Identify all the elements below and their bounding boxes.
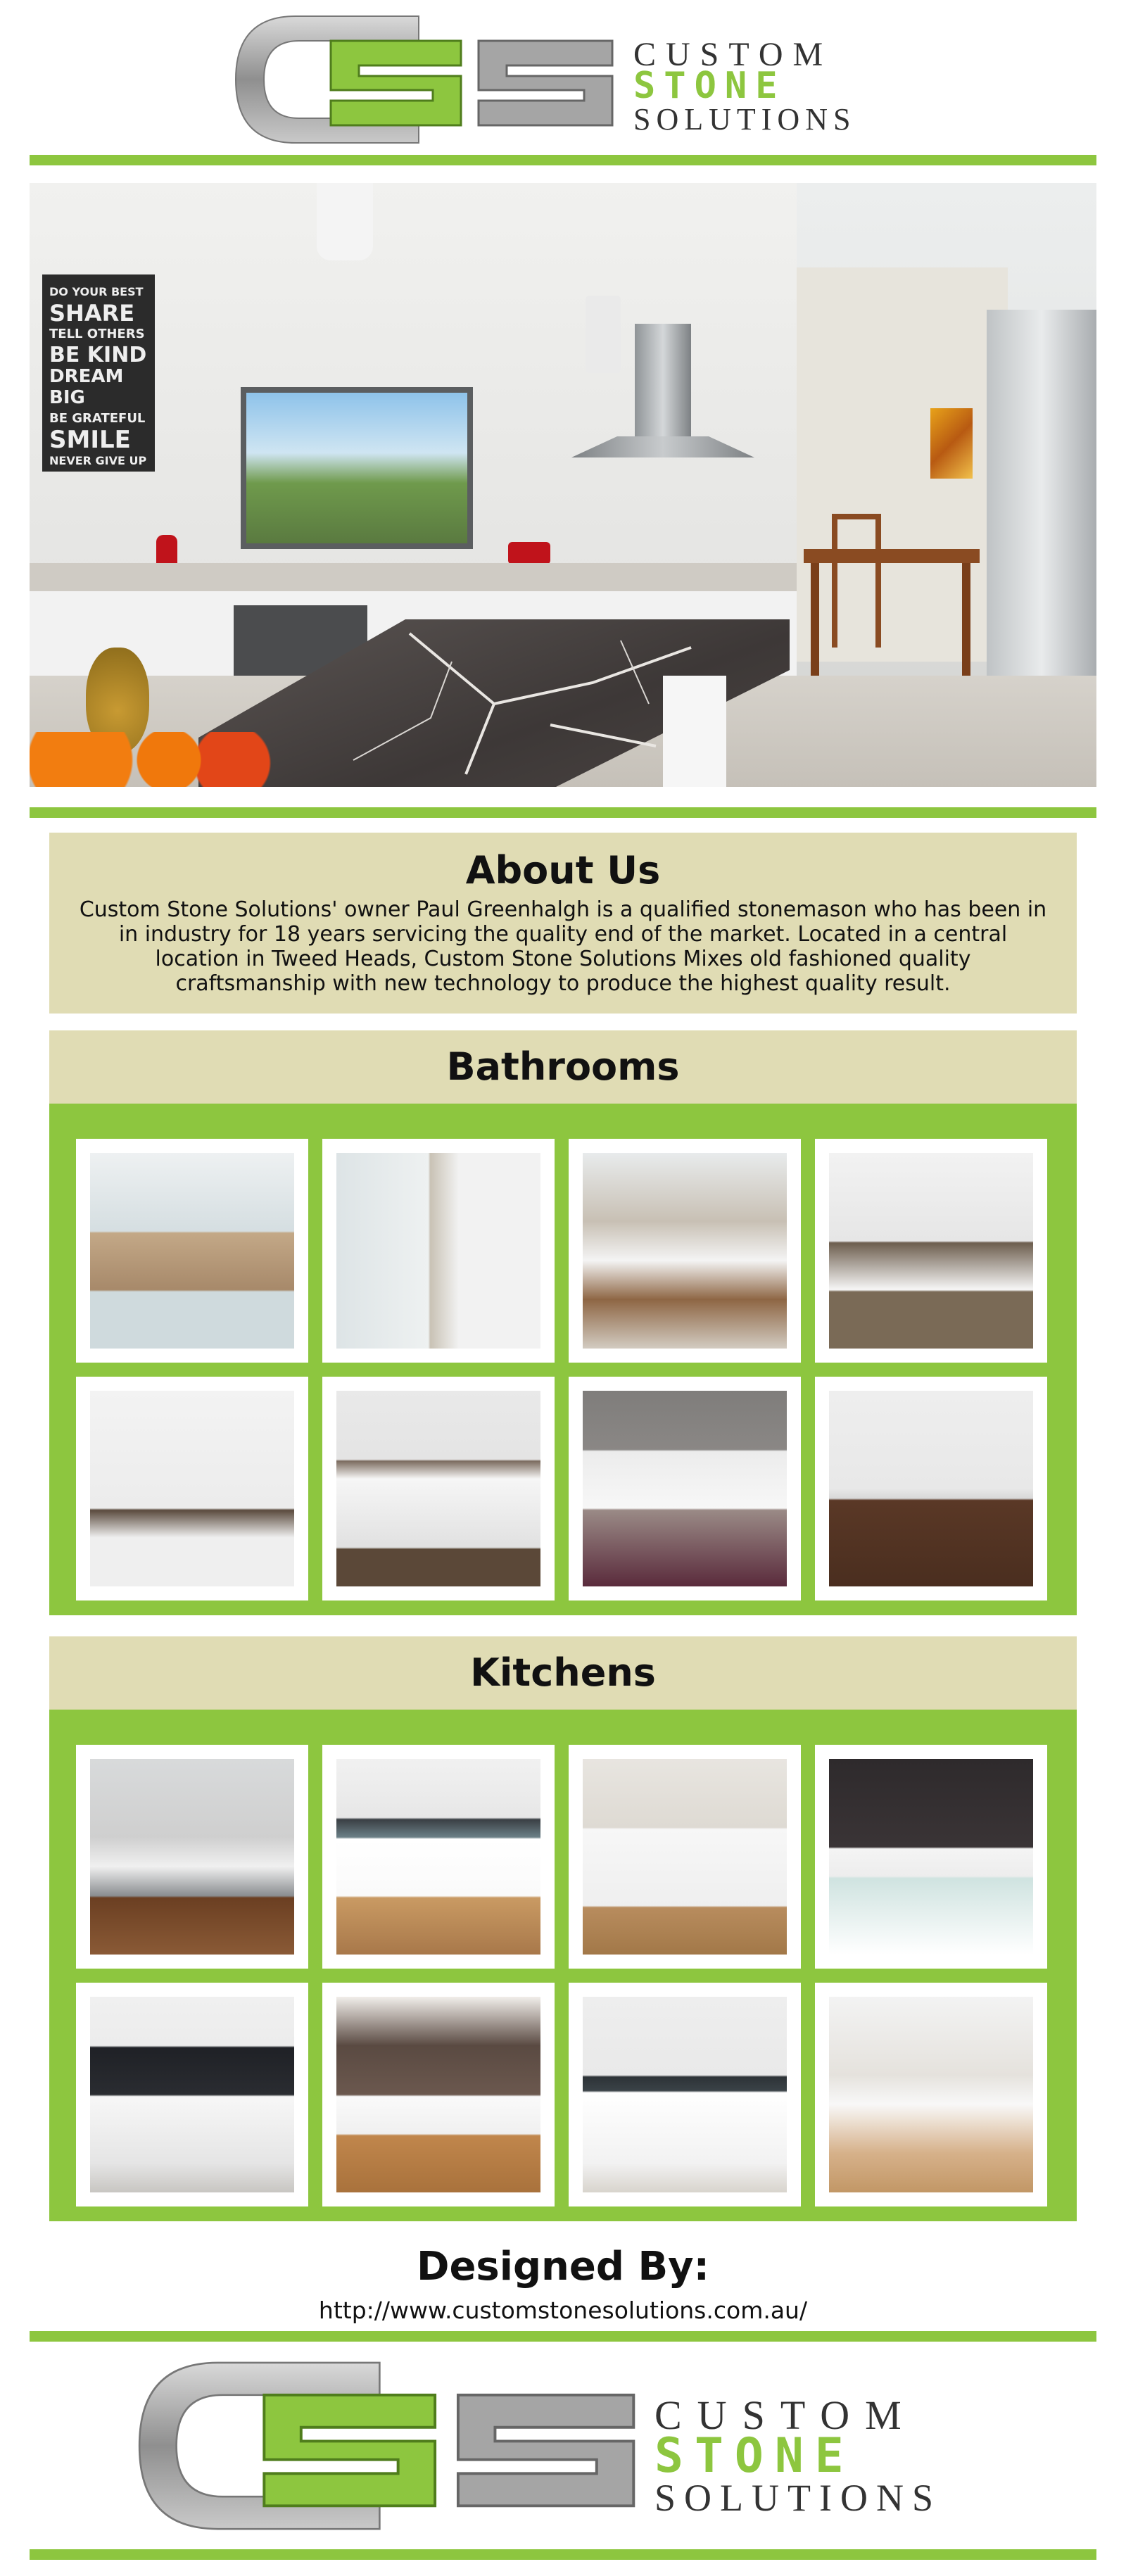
logo-line-stone: STONE: [654, 2428, 855, 2484]
bathroom-photo-3[interactable]: [569, 1139, 801, 1363]
kitchen-photo-2[interactable]: [322, 1745, 555, 1969]
about-title: About Us: [465, 848, 661, 892]
bathroom-photo-7[interactable]: [569, 1377, 801, 1600]
bathroom-photo-6[interactable]: [322, 1377, 555, 1600]
bathroom-photo-4[interactable]: [815, 1139, 1047, 1363]
kitchen-photo-3[interactable]: [569, 1745, 801, 1969]
divider-top: [30, 155, 1096, 165]
bathrooms-gallery: [49, 1104, 1077, 1615]
logo-line-stone: STONE: [633, 65, 786, 107]
about-body: Custom Stone Solutions' owner Paul Greenhalgh is a qualified stonemason who has been in in industry for 18 years servicing the quality end of the market. Located in a central location in Tweed Heads, Custom Stone Solutions Mixes old fashioned quality craftsmanship with new technology to produce the highest quality result.: [79, 897, 1047, 996]
kitchens-gallery: [49, 1710, 1077, 2221]
kitchen-photo-7[interactable]: [569, 1983, 801, 2206]
divider-bottom: [30, 2331, 1096, 2342]
website-link[interactable]: http://www.customstonesolutions.com.au/: [318, 2297, 808, 2324]
divider-hero: [30, 807, 1096, 818]
bathroom-photo-1[interactable]: [76, 1139, 308, 1363]
designed-by-title: Designed By:: [416, 2244, 710, 2290]
logo-line-custom: CUSTOM: [654, 2392, 917, 2438]
motivational-poster: DO YOUR BEST SHARE TELL OTHERS BE KIND DREAM BIG BE GRATEFUL SMILE NEVER GIVE UP: [42, 274, 155, 472]
about-section: [49, 833, 1077, 1014]
bathrooms-title: Bathrooms: [446, 1044, 680, 1089]
bathrooms-header: [49, 1030, 1077, 1104]
divider-footer: [30, 2549, 1096, 2560]
bottom-logo: [130, 2358, 1017, 2534]
bathroom-photo-2[interactable]: [322, 1139, 555, 1363]
kitchen-photo-8[interactable]: [815, 1983, 1047, 2206]
logo-line-solutions: SOLUTIONS: [654, 2477, 942, 2519]
kitchens-title: Kitchens: [470, 1650, 656, 1695]
kitchen-photo-6[interactable]: [322, 1983, 555, 2206]
logo-line-custom: CUSTOM: [633, 36, 833, 73]
kitchen-photo-5[interactable]: [76, 1983, 308, 2206]
kitchens-header: [49, 1636, 1077, 1710]
hero-kitchen-image: [30, 183, 1096, 787]
designed-by-block: [0, 2244, 1126, 2324]
kitchen-photo-4[interactable]: [815, 1745, 1047, 1969]
kitchen-photo-1[interactable]: [76, 1745, 308, 1969]
bathroom-photo-8[interactable]: [815, 1377, 1047, 1600]
bathroom-photo-5[interactable]: [76, 1377, 308, 1600]
logo-line-solutions: SOLUTIONS: [633, 102, 856, 137]
top-logo: [229, 13, 904, 146]
